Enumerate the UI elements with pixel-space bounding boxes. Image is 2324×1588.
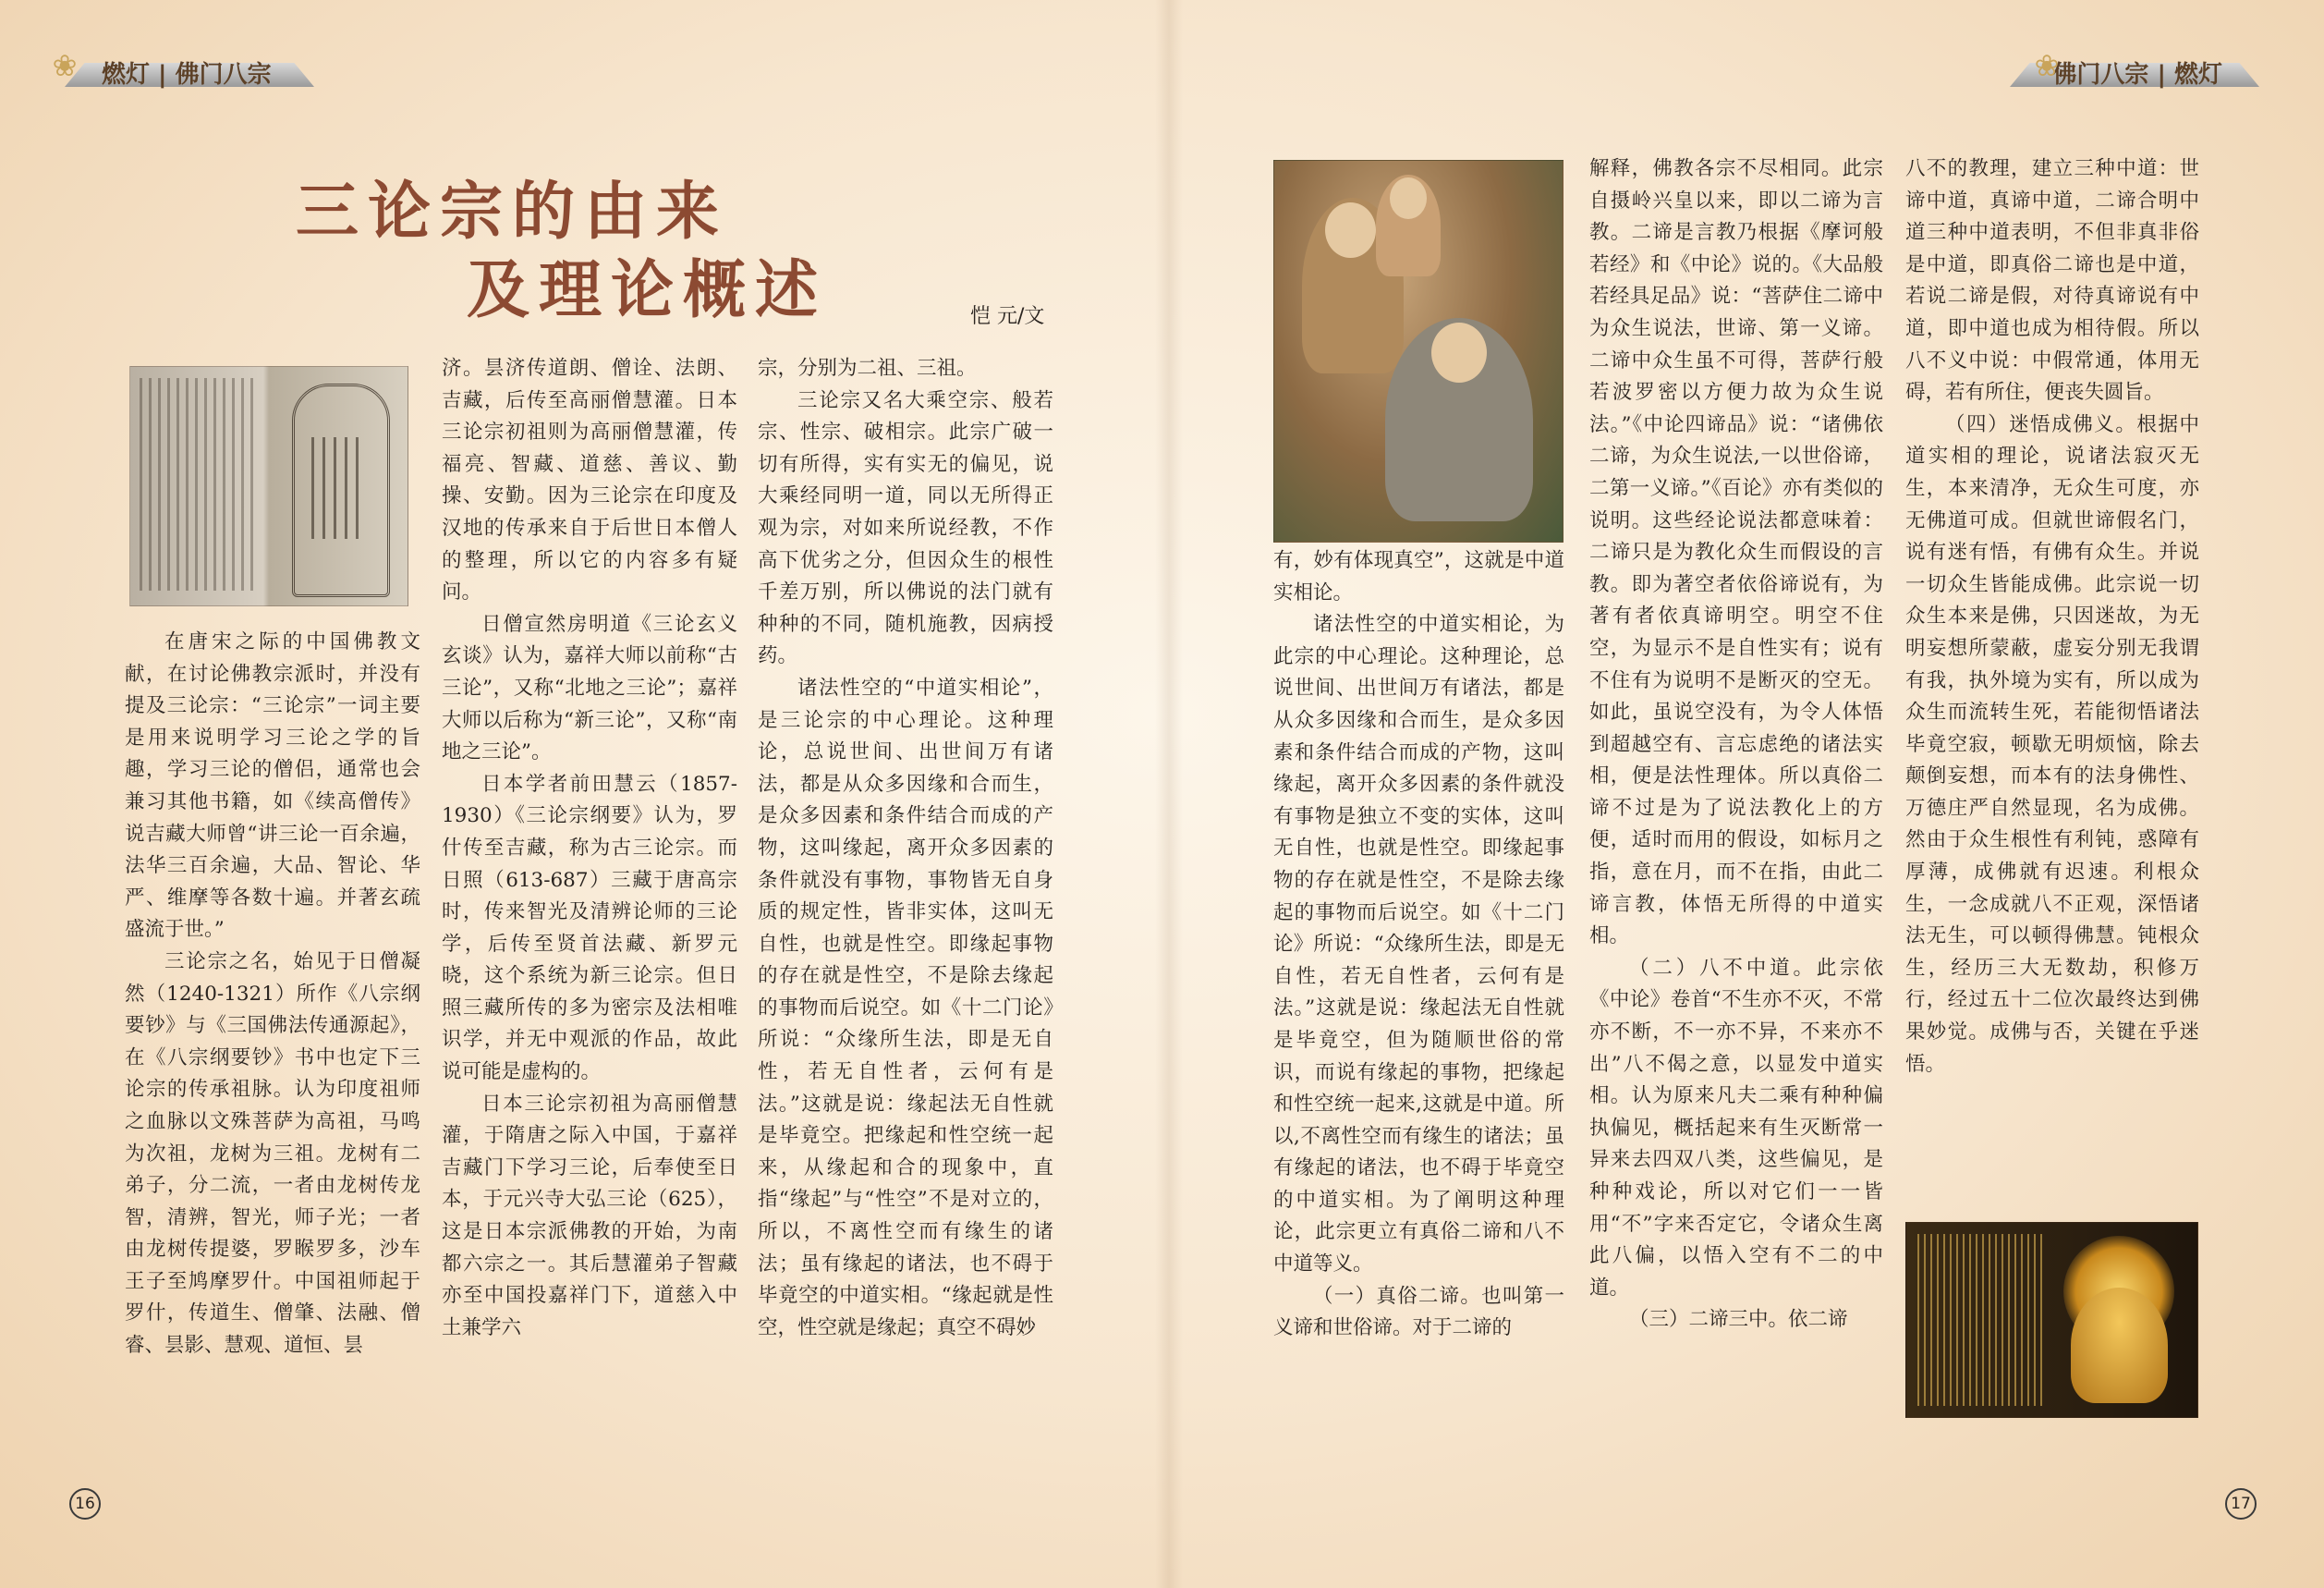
paragraph: 诸法性空的中道实相论，为此宗的中心理论。这种理论，总说世间、出世间万有诸法，都是从众多因缘和合而生，是众多因素和条件结合而成的产物，这叫缘起，离开众多因素的条件就没有事物是独立不变的实体，这叫无自性，也就是性空。即缘起事物的存在就是性空，不是除去缘起的事物而后说空。如《十二门论》所说：“众缘所生法，即是无自性，若无自性者，云何有是法。”这就是说：缘起法无自性就是毕竟空，但为随顺世俗的常识，而说有缘起的事物，把缘起和性空统一起来,这就是中道。所以,不离性空而有缘生的诸法；虽有缘起的诸法，也不碍于毕竟空的中道实相。为了阐明这种理论，此宗更立有真俗二谛和八不中道等义。 (1273, 613, 1564, 1277)
article-author: 恺 元/文 (970, 305, 1045, 328)
page-number-left: 16 (69, 1488, 101, 1520)
lotus-ornament-icon: ❀ (2034, 48, 2060, 83)
paragraph: （三）二谛三中。依二谛 (1629, 1308, 1848, 1332)
monks-painting-image (1273, 160, 1564, 543)
golden-scripture-panel (1917, 1234, 2042, 1406)
buddha-statue-image (1905, 1222, 2198, 1418)
header-right-banner (2010, 48, 2259, 91)
paragraph: 解释，佛教各宗不尽相同。此宗自摄岭兴皇以来，即以二谛为言教。二谛是言教乃根据《摩诃般若经》和《中论》说的。《大品般若经具足品》说：“菩萨住二谛中为众生说法，世谛、第一义谛。二谛中众生虽不可得，菩萨行般若波罗密以方便力故为众生说法。”《中论四谛品》说：“诸佛依二谛，为众生说法,一以世俗谛，二第一义谛。”《百论》亦有类似的说明。这些经论说法都意味着：二谛只是为教化众生而假设的言教。即为著空者依俗谛说有，为著有者依真谛明空。明空不住空，为显示不是自性实有；说有不住有为说明不是断灭的空无。如此，虽说空没有，为令人体悟到超越空有、言忘虑绝的诸法实相，便是法性理体。所以真俗二谛不过是为了说法教化上的方便，适时而用的假设，如标月之指，意在月，而不在指，由此二谛言教，体悟无所得的中道实相。 (1589, 157, 1883, 948)
article-title-line1: 三论宗的由来 (296, 175, 729, 249)
paragraph: 三论宗又名大乘空宗、般若宗、性宗、破相宗。此宗广破一切有所得，实有实无的偏见，说大乘经同明一道，同以无所得正观为宗，对如来所说经教，不作高下优劣之分，但因众生的根性千差万别，所以佛说的法门就有种种的不同，随机施教，因病授药。 (758, 388, 1053, 668)
article-title-line2: 及理论概述 (467, 253, 828, 327)
ancient-book-image (129, 366, 408, 606)
monk-head (1431, 323, 1487, 383)
paragraph: 日本学者前田慧云（1857-1930）《三论宗纲要》认为，罗什传至吉藏，称为古三论宗。而日照（613-687）三藏于唐高宗时，传来智光及清辨论师的三论学，后传至贤首法藏、新罗元晓，这个系统为新三论宗。但日照三藏所传的多为密宗及法相唯识学，并无中观派的作品，故此说可能是虚构的。 (442, 772, 737, 1084)
header-right-text: 佛门八宗 | 燃灯 (2052, 60, 2222, 89)
paragraph: 有，妙有体现真空”，这就是中道实相论。 (1273, 549, 1564, 605)
text-column-5 (1589, 153, 1883, 1337)
page-spine (1155, 0, 1183, 1588)
header-left-banner (52, 48, 314, 91)
paragraph: 宗，分别为二祖、三祖。 (758, 357, 977, 380)
paragraph: 日僧宣然房明道《三论玄义玄谈》认为，嘉祥大师以前称“古三论”，又称“北地之三论”；嘉祥大师以后称为“新三论”，又称“南地之三论”。 (442, 612, 737, 764)
text-column-6 (1905, 153, 2199, 1081)
text-column-3 (758, 353, 1053, 1344)
paragraph: 在唐宋之际的中国佛教文献，在讨论佛教宗派时，并没有提及三论宗：“三论宗”一词主要是用来说明学习三论之学的旨趣，学习三论的僧侣，通常也会兼习其他书籍，如《续高僧传》说吉藏大师曾“讲三论一百余遍，法华三百余遍，大品、智论、华严、维摩等各数十遍。并著玄疏盛流于世。” (125, 630, 420, 942)
text-column-1 (125, 627, 420, 1362)
lotus-ornament-icon: ❀ (52, 48, 78, 83)
emblem-text (311, 437, 367, 539)
paragraph: 济。昙济传道朗、僧诠、法朗、吉藏，后传至高丽僧慧灌。日本三论宗初祖则为高丽僧慧灌，传福亮、智藏、道慈、善议、勤操、安勤。因为三论宗在印度及汉地的传承来自于后世日本僧人的整理，所以它的内容多有疑问。 (442, 357, 737, 605)
page-number-right: 17 (2225, 1488, 2257, 1520)
book-text-lines (140, 378, 255, 591)
paragraph: （一）真俗二谛。也叫第一义谛和世俗谛。对于二谛的 (1273, 1284, 1564, 1340)
text-column-4 (1273, 545, 1564, 1345)
paragraph: 三论宗之名，始见于日僧凝然（1240-1321）所作《八宗纲要钞》与《三国佛法传通源起》，在《八宗纲要钞》书中也定下三论宗的传承祖脉。认为印度祖师之血脉以文殊菩萨为高祖，马鸣为次祖，龙树为三祖。龙树有二弟子，分二流，一者由龙树传龙智，清辨，智光，师子光；一者由龙树传提婆，罗睺罗多，沙车王子至鸠摩罗什。中国祖师起于罗什，传道生、僧肇、法融、僧睿、昙影、慧观、道恒、昙 (125, 949, 420, 1358)
paragraph: （四）迷悟成佛义。根据中道实相的理论，说诸法寂灭无生，本来清净，无众生可度，亦无佛道可成。但就世谛假名门，说有迷有悟，有佛有众生。并说一切众生皆能成佛。此宗说一切众生本来是佛，只因迷故，为无明妄想所蒙蔽，虚妄分别无我谓有我，执外境为实有，所以成为众生而流转生死，若能彻悟诸法毕竟空寂，顿歇无明烦恼，除去颠倒妄想，而本有的法身佛性、万德庄严自然显现，名为成佛。然由于众生根性有利钝，惑障有厚薄，成佛就有迟速。利根众生，一念成就八不正观，深悟诸法无生，可以顿得佛慧。钝根众生，经历三大无数劫，积修万行，经过五十二位次最终达到佛果妙觉。成佛与否，关键在乎迷悟。 (1905, 412, 2199, 1076)
paragraph: 八不的教理，建立三种中道：世谛中道，真谛中道，二谛合明中道三种中道表明，不但非真非俗是中道，即真俗二谛也是中道，若说二谛是假，对待真谛说有中道，即中道也成为相待假。所以八不义中说：中假常通，体用无碍，若有所住，便丧失圆旨。 (1905, 157, 2199, 405)
monk-head (1390, 177, 1427, 219)
buddha-figure (2071, 1288, 2168, 1403)
book-emblem (292, 384, 390, 597)
text-column-2 (442, 353, 737, 1344)
paragraph: 诸法性空的“中道实相论”，是三论宗的中心理论。这种理论，总说世间、出世间万有诸法，都是从众多因缘和合而生，是众多因素和条件结合而成的产物，这叫缘起，离开众多因素的条件就没有事物，事物皆无自身质的规定性，皆非实体，这叫无自性，也就是性空。即缘起事物的存在就是性空，不是除去缘起的事物而后说空。如《十二门论》所说：“众缘所生法，即是无自性，若无自性者，云何有是法。”这就是说：缘起法无自性就是毕竟空。把缘起和性空统一起来，从缘起和合的现象中，直指“缘起”与“性空”不是对立的，所以，不离性空而有缘生的诸法；虽有缘起的诸法，也不碍于毕竟空的中道实相。“缘起就是性空，性空就是缘起；真空不碍妙 (758, 676, 1053, 1339)
paragraph: （二）八不中道。此宗依《中论》卷首“不生亦不灭，不常亦不断，不一亦不异，不来亦不出”八不偈之意，以显发中道实相。认为原来凡夫二乘有种种偏执偏见，概括起来有生灭断常一异来去四双八类，这些偏见，是种种戏论，所以对它们一一皆用“不”字来否定它，令诸众生离此八偏，以悟入空有不二的中道。 (1589, 956, 1883, 1300)
header-left-text: 燃灯 | 佛门八宗 (102, 60, 272, 89)
paragraph: 日本三论宗初祖为高丽僧慧灌，于隋唐之际入中国，于嘉祥吉藏门下学习三论，后奉使至日本，于元兴寺大弘三论（625），这是日本宗派佛教的开始，为南都六宗之一。其后慧灌弟子智藏亦至中国投嘉祥门下，道慈入中土兼学六 (442, 1092, 737, 1339)
monk-head (1325, 202, 1376, 258)
